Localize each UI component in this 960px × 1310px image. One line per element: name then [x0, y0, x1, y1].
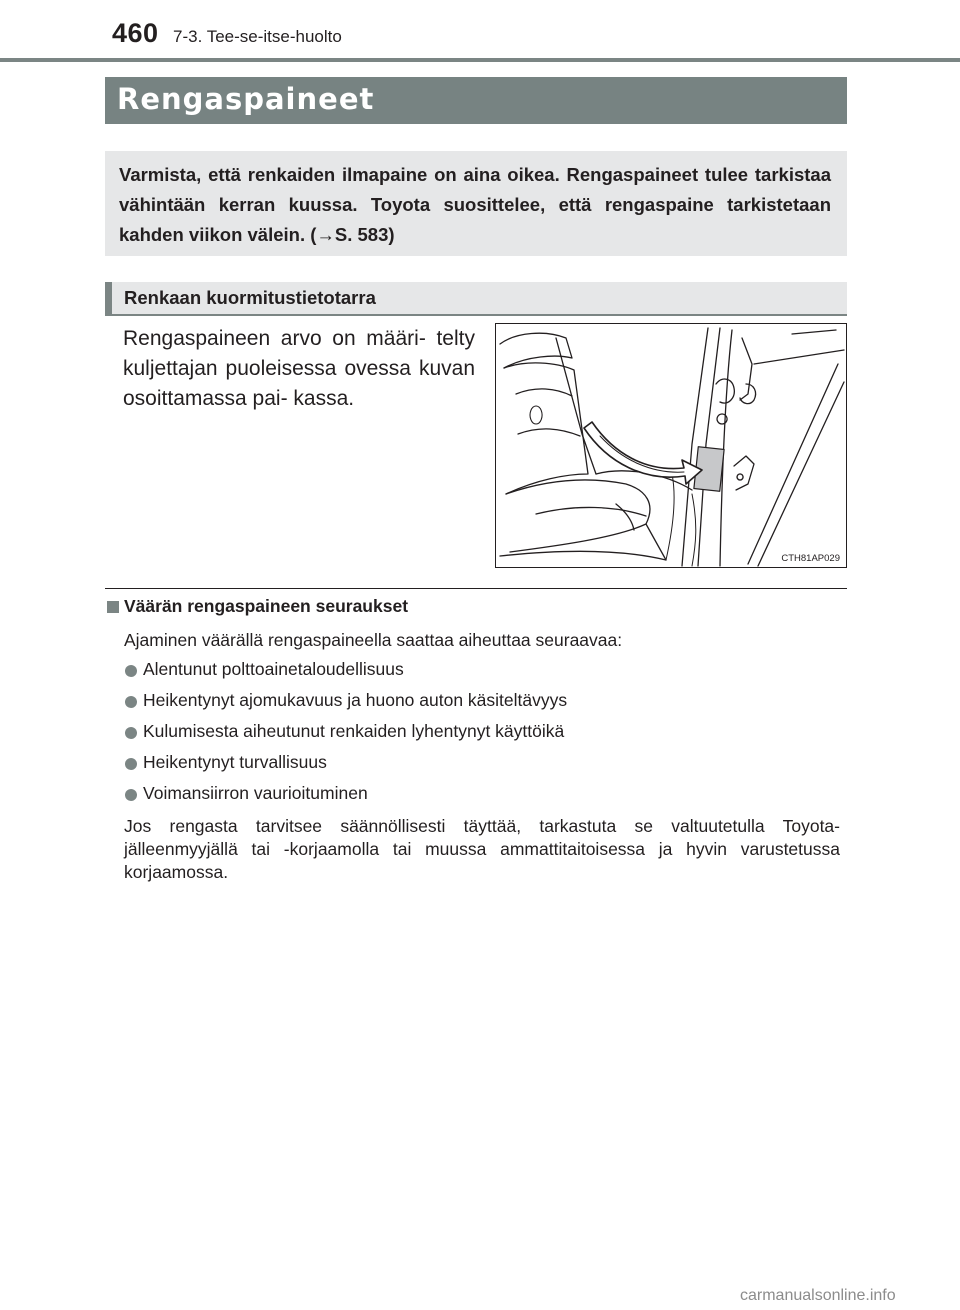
list-item: Kulumisesta aiheutunut renkaiden lyhentynyt käyttöikä: [143, 721, 565, 741]
title-band: [105, 77, 847, 124]
section-label: 7-3. Tee-se-itse-huolto: [173, 27, 342, 46]
list-item: Voimansiirron vaurioituminen: [143, 783, 368, 803]
subsection-band: [105, 282, 847, 316]
bullet-dot-icon: [125, 665, 137, 677]
page-title: Rengaspaineet: [117, 82, 375, 116]
bullet-dot-icon: [125, 696, 137, 708]
door-label-figure: [495, 323, 847, 568]
section-rule: [105, 588, 847, 589]
subsection-title: Renkaan kuormitustietotarra: [124, 287, 376, 308]
intro-box: [105, 151, 847, 256]
figure-code: CTH81AP029: [781, 553, 840, 564]
closing-paragraph: Jos rengasta tarvitsee säännöllisesti täyttää, tarkastuta se valtuutetulla Toyota-jälleenmyyjällä tai -korjaamolla tai muussa ammattitaitoisessa ja hyvin varustetussa korjaamossa.: [124, 816, 840, 882]
square-bullet-icon: [107, 601, 119, 613]
label-location-text: Rengaspaineen arvo on määri- telty kuljettajan puoleisessa ovessa kuvan osoittamassa pai- kassa.: [123, 327, 475, 410]
pointer-arrow-icon: [584, 422, 702, 484]
list-item: Alentunut polttoainetaloudellisuus: [143, 659, 404, 679]
bullet-dot-icon: [125, 758, 137, 770]
header-rule: [0, 58, 960, 62]
watermark-link[interactable]: carmanualsonline.info: [740, 1287, 896, 1304]
intro-text: Varmista, että renkaiden ilmapaine on aina oikea. Rengaspaineet tulee tarkistaa vähintään kerran kuussa. Toyota suosittelee, että rengaspaine tarkistetaan kahden viikon välein. (→S. 583): [119, 164, 831, 245]
page-number: 460: [112, 18, 159, 48]
list-item: Heikentynyt ajomukavuus ja huono auton käsiteltävyys: [143, 690, 568, 710]
consequences-lead: Ajaminen väärällä rengaspaineella saattaa aiheuttaa seuraavaa:: [124, 630, 623, 650]
consequences-heading: Väärän rengaspaineen seuraukset: [124, 596, 409, 616]
subsection-marker: [105, 282, 112, 314]
bullet-dot-icon: [125, 727, 137, 739]
door-label-illustration: [496, 324, 846, 567]
bullet-dot-icon: [125, 789, 137, 801]
list-item: Heikentynyt turvallisuus: [143, 752, 327, 772]
